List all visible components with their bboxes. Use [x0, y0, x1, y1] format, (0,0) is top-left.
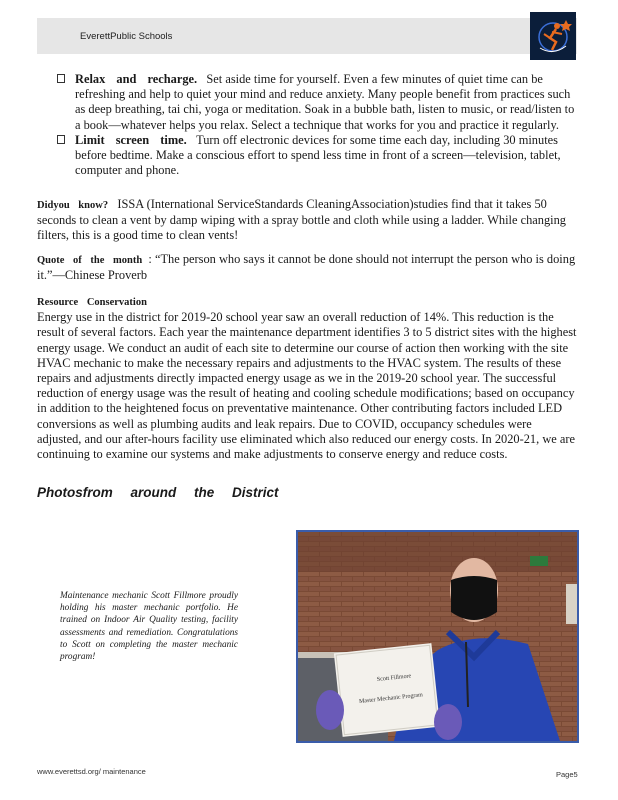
- district-logo-icon: [530, 12, 576, 60]
- did-you-know: [37, 197, 577, 244]
- school-name: EverettPublic Schools: [80, 31, 173, 42]
- mechanic-photo: [296, 530, 579, 743]
- list-item: [57, 72, 577, 133]
- quote-label: Quote of the month: [37, 255, 143, 266]
- did-you-know-text: ISSA (International ServiceStandards CleaningAssociation)studies find that it takes 50 seconds to clean a vent by damp wiping with a spray bottle and cloth while using a ladder. While changing filters, this is a good time to clean vents!: [37, 197, 566, 243]
- bullet-title: Relax and recharge.: [75, 72, 198, 86]
- tips-list: [57, 72, 577, 178]
- quote-text: : “The person who says it cannot be done should not interrupt the person who is doing it.”—Chinese Proverb: [37, 252, 576, 283]
- did-you-know-label: Didyou know?: [37, 200, 109, 211]
- resource-conservation: [37, 295, 577, 462]
- photos-section-title: Photosfrom around the District: [37, 485, 279, 500]
- list-item: [57, 133, 577, 179]
- bullet-text: Set aside time for yourself. Even a few minutes of quiet time can be refreshing and help to quiet your mind and reduce anxiety. Many people benefit from practices such as deep breathing, tai chi, yoga or meditation. Soak in a bubble bath, listen to music, or read/listen to a book—whatever helps you relax. Select a technique that works for you and practice it regularly.: [75, 72, 575, 132]
- binder-line1: Scott Fillmore: [376, 673, 412, 683]
- bullet-title: Limit screen time.: [75, 132, 187, 147]
- mechanic-photo-image: [298, 532, 577, 741]
- bullet-box-icon: [57, 74, 65, 83]
- footer-url: www.everettsd.org/ maintenance: [37, 767, 146, 776]
- quote-of-month: [37, 252, 577, 283]
- resource-text: Energy use in the district for 2019-20 school year saw an overall reduction of 14%. This reduction is the result of several factors. Each year the maintenance department identifies 3 to 5 district sites with the highest energy usage. We conduct an audit of each site to determine our course of action then working with the site HVAC mechanic to make the necessary repairs and adjustments to the HVAC system. The results of these repairs and adjustments directly impacted energy usage as we in the 2019-20 school year. The successful reduction of energy usage was the result of heating and cooling schedule modifications; based on occupancy in addition to the heightened focus on preventative maintenance. Other contributing factors included LED conversions as well as plumbing audits and leak repairs. Due to COVID, occupancy schedules were adjusted, and our after-hours facility use eliminated which also reduced our energy costs. In 2020-21, we are continuing to examine our systems and make adjustments to conserve energy and reduce costs.: [37, 310, 577, 462]
- bullet-box-icon: [57, 135, 65, 144]
- page-number: Page5: [556, 770, 578, 779]
- binder-line2: Master Mechanic Program: [358, 692, 424, 705]
- bullet-text: Turn off electronic devices for some time each day, including 30 minutes before bedtime. Make a conscious effort to spend less time in front of a screen—television, tablet, computer and phone.: [75, 132, 561, 178]
- photo-caption: Maintenance mechanic Scott Fillmore proudly holding his master mechanic portfolio. He trained on Indoor Air Quality testing, facility assessments and remediation. Congratulations to Scott on completing the master mechanic program!: [60, 591, 238, 663]
- resource-label: Resource Conservation: [37, 297, 147, 308]
